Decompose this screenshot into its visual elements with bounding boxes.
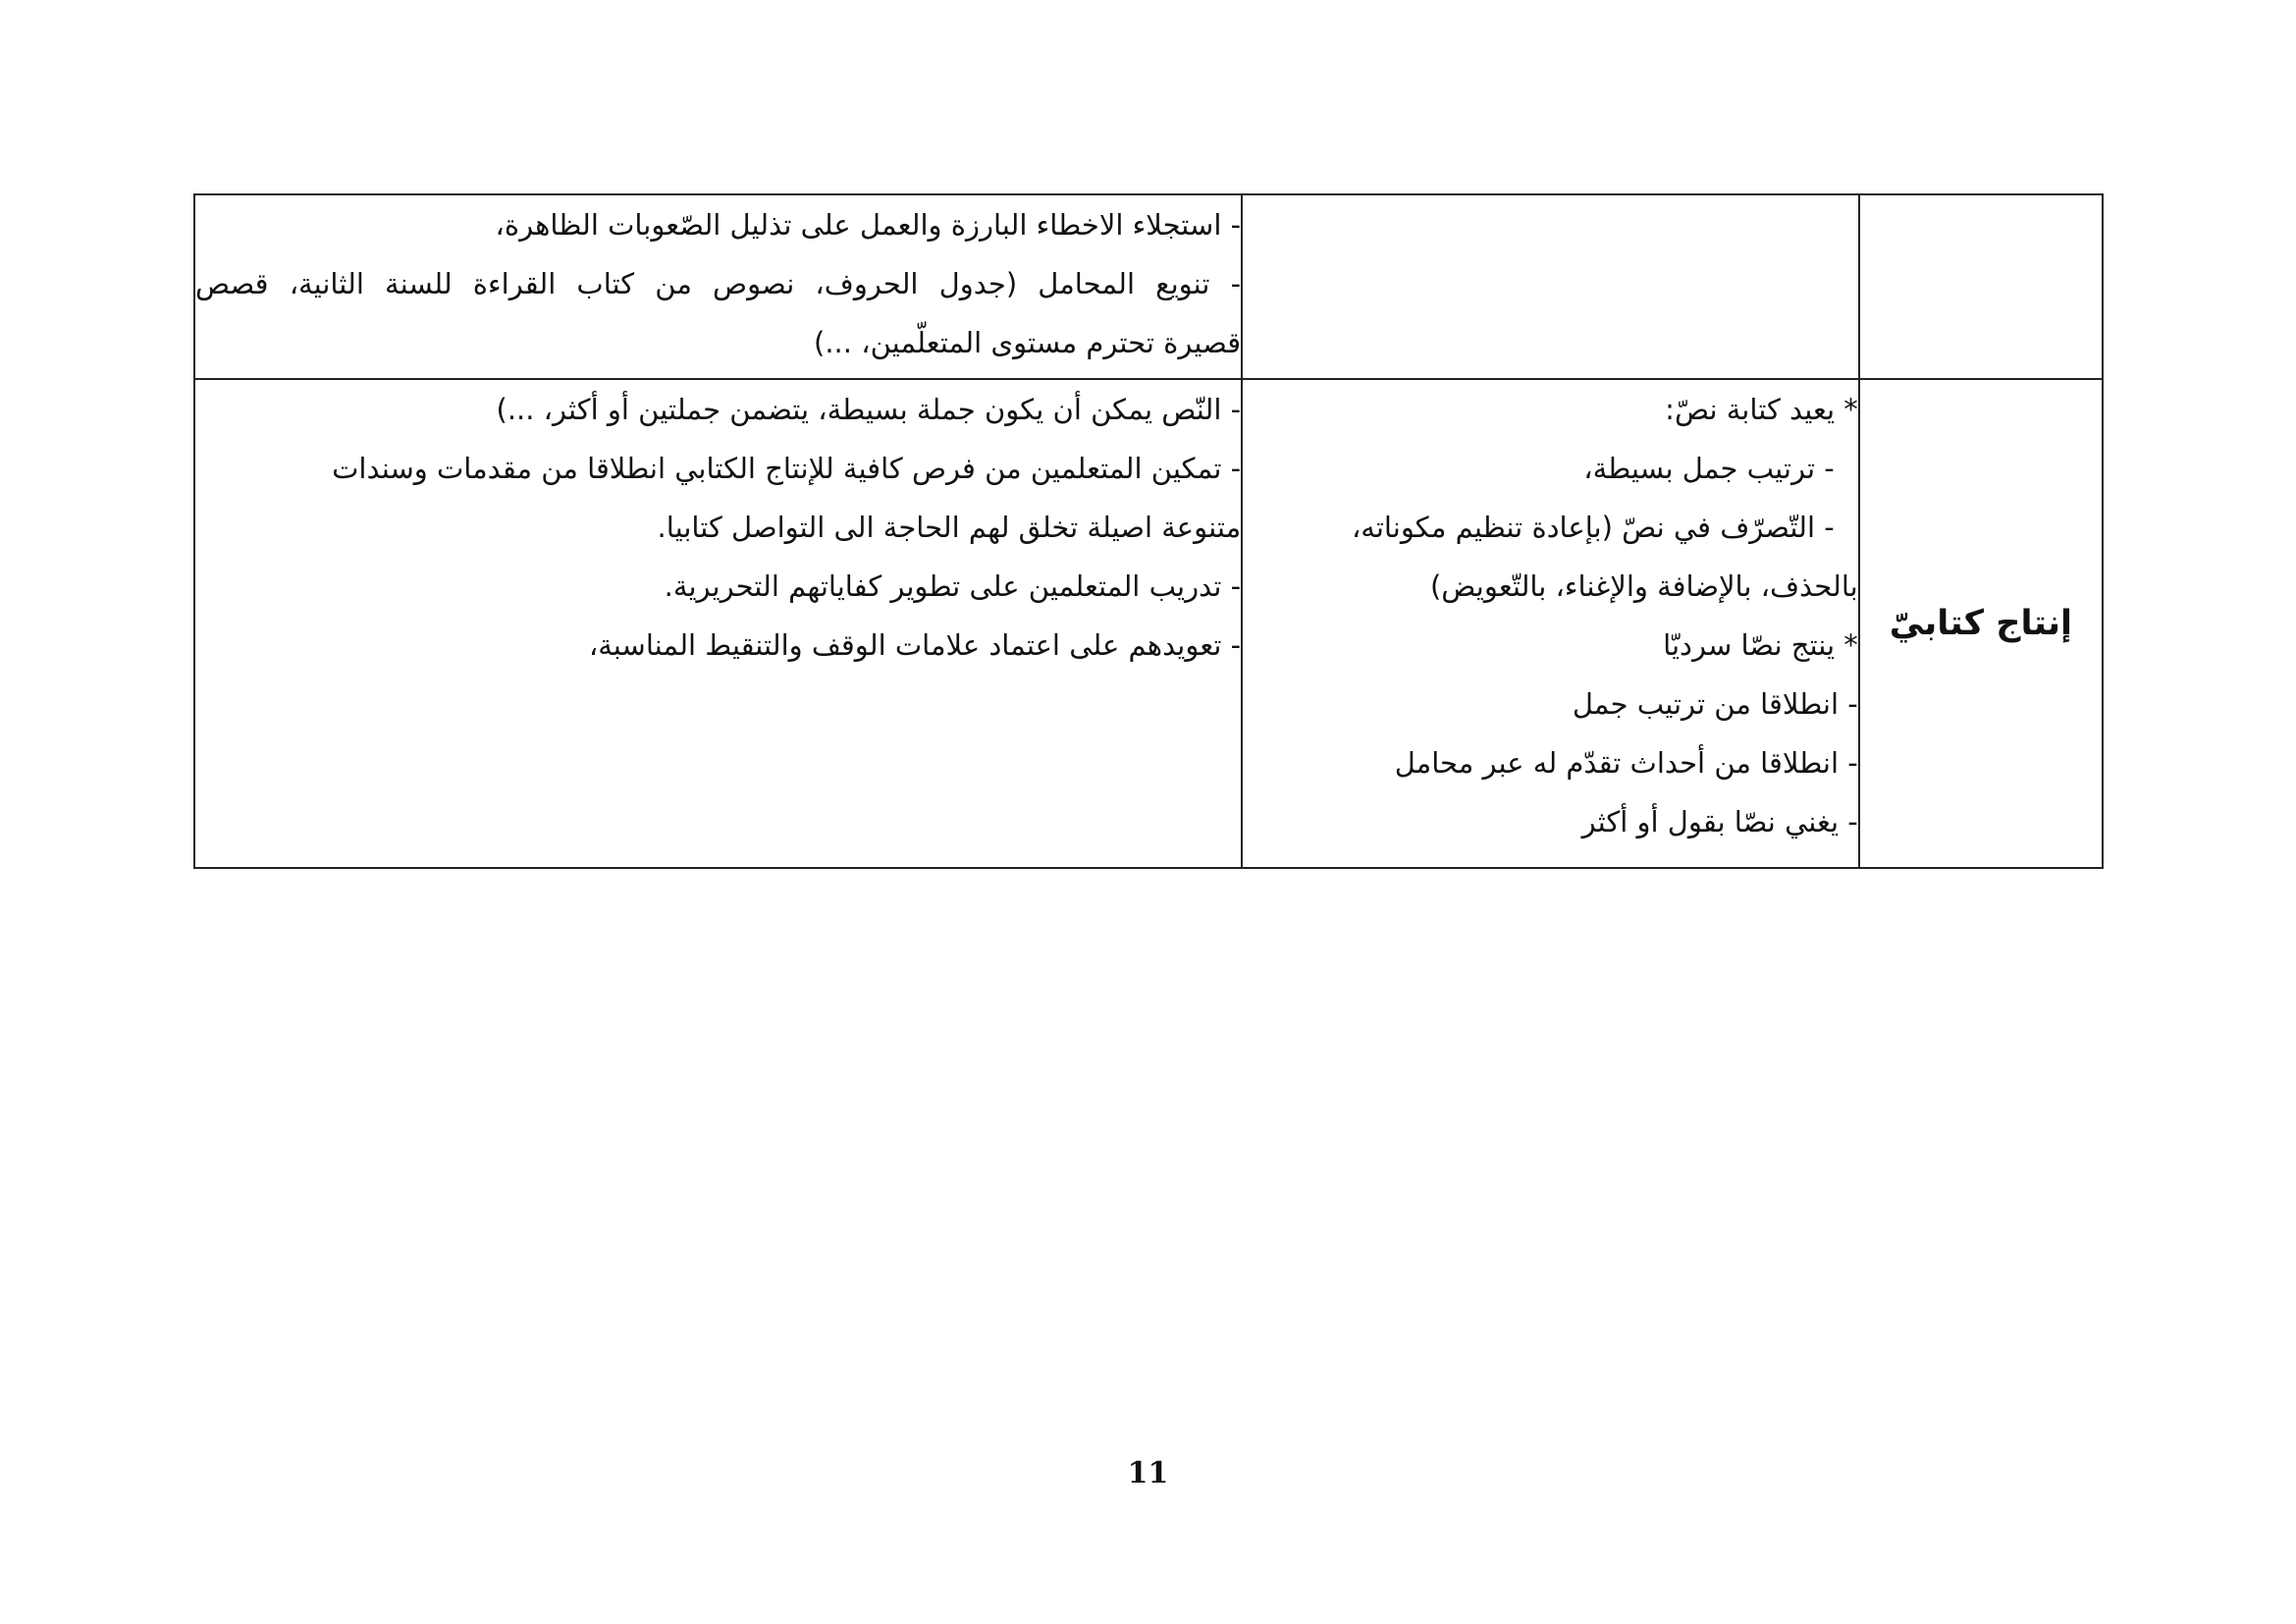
competency-line: * يعيد كتابة نصّ: [1665, 393, 1858, 426]
note-line: - النّص يمكن أن يكون جملة بسيطة، يتضمن جملتين أو أكثر، ...) [496, 393, 1242, 426]
notes-cell [194, 379, 1242, 868]
note-line: - تنويع المحامل (جدول الحروف، نصوص من كتاب القراءة للسنة الثانية، قصص [195, 267, 1242, 300]
table-row [194, 379, 2103, 868]
competency-line: بالحذف، بالإضافة والإغناء، بالتّعويض) [1429, 569, 1858, 603]
competency-line: - يغني نصّا بقول أو أكثر [1581, 805, 1858, 839]
competency-line: * ينتج نصّا سرديّا [1663, 628, 1858, 662]
domain-label: إنتاج كتابيّ [1889, 604, 2073, 643]
note-line: - استجلاء الاخطاء البارزة والعمل على تذليل الصّعوبات الظاهرة، [495, 208, 1242, 242]
table-row [194, 194, 2103, 379]
competency-line: - انطلاقا من أحداث تقدّم له عبر محامل [1394, 746, 1858, 780]
note-line: متنوعة اصيلة تخلق لهم الحاجة الى التواصل كتابيا. [657, 511, 1242, 544]
note-line: - تدريب المتعلمين على تطوير كفاياتهم التحريرية. [664, 569, 1242, 603]
note-line: - تعويدهم على اعتماد علامات الوقف والتنقيط المناسبة، [588, 628, 1242, 662]
note-line: - تمكين المتعلمين من فرص كافية للإنتاج الكتابي انطلاقا من مقدمات وسندات [332, 452, 1242, 485]
competency-line: - التّصرّف في نصّ (بإعادة تنظيم مكوناته، [1351, 511, 1835, 544]
competency-cell [1242, 379, 1859, 868]
notes-cell [194, 194, 1242, 379]
domain-cell [1859, 379, 2103, 868]
note-line: قصيرة تحترم مستوى المتعلّمين، ...) [814, 326, 1242, 359]
curriculum-table [193, 193, 2104, 869]
competency-line: - ترتيب جمل بسيطة، [1583, 452, 1835, 485]
competency-line: - انطلاقا من ترتيب جمل [1572, 687, 1858, 721]
page-number: 11 [1127, 1456, 1169, 1490]
competency-cell-empty [1242, 194, 1859, 379]
domain-cell-empty [1859, 194, 2103, 379]
